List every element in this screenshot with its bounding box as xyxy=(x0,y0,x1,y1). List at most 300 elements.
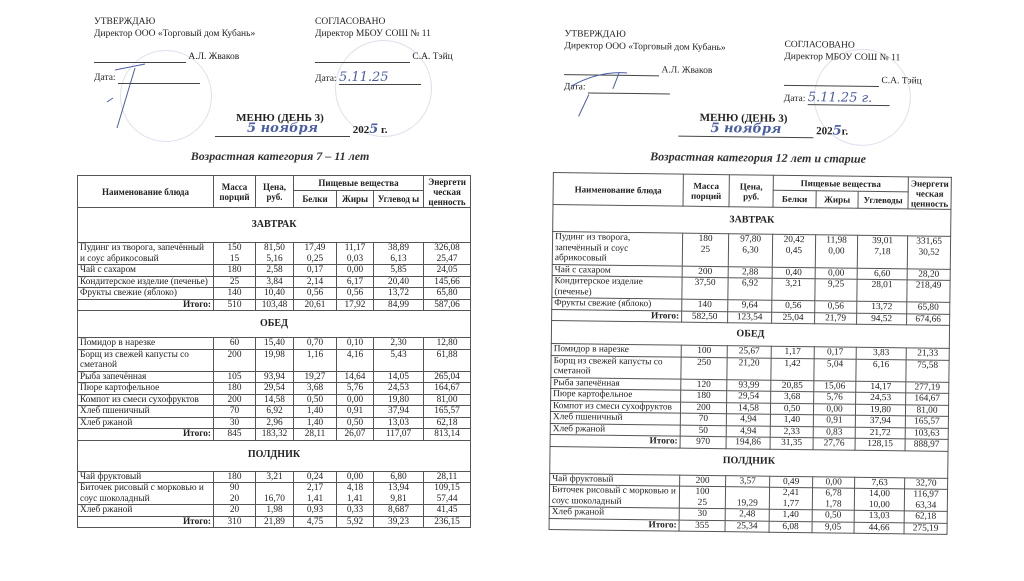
dish-name: Хлеб ржаной xyxy=(550,423,680,436)
total-price: 194,86 xyxy=(726,437,770,449)
fat: 5,76 xyxy=(814,392,856,404)
fat: 0,50 xyxy=(812,510,854,522)
dish-name: Хлеб ржаной xyxy=(78,417,214,429)
carbs: 13,94 9,81 xyxy=(374,483,424,505)
table-row xyxy=(78,371,471,383)
energy: 103,63 xyxy=(905,427,948,439)
price: 19,98 xyxy=(256,349,294,371)
portion-mass: 60 xyxy=(214,338,256,350)
table-header-row xyxy=(78,176,471,191)
price: 4,94 xyxy=(726,425,770,437)
carbs: 19,80 xyxy=(374,394,424,406)
total-price: 25,34 xyxy=(725,520,769,532)
price: 9,64 xyxy=(728,300,772,312)
dish-name: Чай фруктовый xyxy=(78,471,214,483)
fat: 4,18 1,41 xyxy=(337,483,374,505)
fat: 6,78 1,78 xyxy=(812,488,854,511)
column-header-mass: Масса порций xyxy=(214,176,256,208)
protein: 0,56 xyxy=(772,300,815,312)
price: 93,94 xyxy=(256,371,294,383)
menu-year-suffix: г. xyxy=(378,124,388,136)
energy: 65,80 xyxy=(424,288,471,300)
protein: 2,33 xyxy=(770,426,813,438)
agree-label: СОГЛАСОВАНО xyxy=(784,39,855,51)
price: 97,80 6,30 xyxy=(728,234,772,267)
column-header-nutrients: Пищевые вещества xyxy=(773,175,908,192)
fat: 11,98 0,00 xyxy=(815,235,857,268)
price: 4,94 xyxy=(726,414,770,426)
menu-year-suffix: г. xyxy=(841,125,849,138)
section-title: ЗАВТРАК xyxy=(78,208,471,243)
table-row xyxy=(78,394,471,406)
fat: 0,00 xyxy=(813,476,855,488)
agree-date-label: Дата: xyxy=(783,93,806,105)
total-row xyxy=(78,429,471,441)
portion-mass: 200 xyxy=(682,266,728,278)
total-energy: 275,19 xyxy=(904,522,947,534)
agree-signer: С.А. Тэйц xyxy=(412,52,453,62)
dish-name: Хлеб ржаной xyxy=(549,507,679,520)
portion-mass: 180 25 xyxy=(682,233,728,266)
energy: 218,49 xyxy=(907,280,950,303)
price: 2,58 xyxy=(256,265,294,277)
price: 21,20 xyxy=(727,357,771,380)
portion-mass: 105 xyxy=(214,371,256,383)
total-protein: 6,08 xyxy=(769,521,812,533)
dish-name: Чай с сахаром xyxy=(552,264,682,277)
table-row xyxy=(78,276,471,288)
menu-page-ages-12-plus xyxy=(543,0,960,581)
total-carbs: 44,66 xyxy=(854,522,904,534)
price: 2,88 xyxy=(728,266,772,278)
carbs: 5,43 xyxy=(374,349,424,371)
fat: 0,33 xyxy=(337,505,374,517)
energy: 28,11 xyxy=(424,471,471,483)
approve-date-label: Дата: xyxy=(563,82,586,93)
carbs: 3,83 xyxy=(856,347,906,359)
dish-name: Хлеб пшеничный xyxy=(550,412,680,425)
carbs: 38,89 6,13 xyxy=(374,243,424,265)
section-title: ПОЛДНИК xyxy=(78,440,471,471)
carbs: 24,53 xyxy=(374,383,424,395)
menu-page-ages-7-11 xyxy=(60,0,480,576)
dish-name: Кондитерское изделие (печенье) xyxy=(552,276,682,300)
energy: 24,05 xyxy=(424,265,471,277)
dish-name: Борщ из свежей капусты со сметаной xyxy=(551,355,681,379)
column-header-carbs: Углевод ы xyxy=(374,191,424,208)
column-header-name: Наименование блюда xyxy=(78,176,214,208)
carbs: 37,94 xyxy=(855,415,905,427)
column-header-energy: Энергети ческая ценность xyxy=(424,176,471,208)
protein: 3,68 xyxy=(294,383,337,395)
dish-name: Компот из смеси сухофруктов xyxy=(550,400,680,413)
price: 2,48 xyxy=(725,509,769,521)
fat: 14,64 xyxy=(337,371,374,383)
dish-name: Пудинг из творога, запечённый и соус абрикосовый xyxy=(552,232,682,266)
dish-name: Хлеб ржаной xyxy=(78,505,214,517)
menu-year-prefix: 202 xyxy=(816,125,833,138)
portion-mass: 30 xyxy=(214,417,256,429)
total-energy: 674,66 xyxy=(907,313,950,325)
carbs: 39,01 7,18 xyxy=(857,235,907,268)
energy: 165,57 xyxy=(424,406,471,418)
portion-mass: 100 xyxy=(681,345,727,357)
agree-position: Директор МБОУ СОШ № 11 xyxy=(784,51,901,64)
dish-name: Компот из смеси сухофруктов xyxy=(78,394,214,406)
energy: 62,18 xyxy=(904,511,947,523)
dish-name: Фрукты свежие (яблоко) xyxy=(78,288,214,300)
protein: 3,21 xyxy=(772,278,815,301)
price: 93,99 xyxy=(727,379,771,391)
total-mass: 970 xyxy=(680,436,726,448)
portion-mass: 200 xyxy=(214,394,256,406)
signature-icon xyxy=(105,60,165,130)
menu-title: МЕНЮ (ДЕНЬ 3) xyxy=(699,111,788,125)
total-label: Итого: xyxy=(78,429,214,441)
carbs: 28,01 xyxy=(857,279,907,302)
portion-mass: 20 xyxy=(214,505,256,517)
fat: 0,00 xyxy=(337,471,374,483)
fat: 0,00 xyxy=(815,267,857,279)
fat: 0,00 xyxy=(337,265,374,277)
energy: 75,58 xyxy=(906,359,949,382)
total-energy: 888,97 xyxy=(905,439,948,451)
column-header-protein: Белки xyxy=(294,191,337,208)
protein: 2,17 1,41 xyxy=(294,483,337,505)
protein: 1,40 xyxy=(770,414,813,426)
fat: 5,76 xyxy=(337,383,374,395)
energy: 28,20 xyxy=(907,268,950,280)
approve-label: УТВЕРЖДАЮ xyxy=(564,29,626,40)
menu-date-handwritten: 5 ноября xyxy=(678,121,813,139)
total-fat: 27,76 xyxy=(813,438,855,450)
section-title: ПОЛДНИК xyxy=(550,446,948,478)
total-energy: 813,14 xyxy=(424,429,471,441)
carbs: 6,60 xyxy=(857,268,907,280)
total-row xyxy=(78,299,471,311)
energy: 277,19 xyxy=(906,381,949,393)
protein: 0,56 xyxy=(294,288,337,300)
total-label: Итого: xyxy=(550,435,680,448)
approve-position: Директор ООО «Торговый дом Кубань» xyxy=(94,29,256,39)
price: 29,54 xyxy=(256,383,294,395)
column-header-protein: Белки xyxy=(773,190,816,208)
protein: 1,40 xyxy=(294,406,337,418)
total-label: Итого: xyxy=(549,518,679,531)
fat: 0,91 xyxy=(813,415,855,427)
column-header-fat: Жиры xyxy=(816,191,858,209)
carbs: 6,80 xyxy=(374,471,424,483)
price: 19,29 xyxy=(725,487,769,510)
fat: 9,25 xyxy=(815,279,857,302)
portion-mass: 50 xyxy=(680,425,726,437)
price: 3,21 xyxy=(256,471,294,483)
carbs: 21,72 xyxy=(855,427,905,439)
fat: 6,17 xyxy=(337,276,374,288)
section-row xyxy=(78,311,471,338)
energy: 326,08 25,47 xyxy=(424,243,471,265)
dish-name: Кондитерское изделие (печенье) xyxy=(78,276,214,288)
energy: 145,66 xyxy=(424,276,471,288)
column-header-price: Цена, руб. xyxy=(729,175,773,208)
portion-mass: 30 xyxy=(679,508,725,520)
price: 81,50 5,16 xyxy=(256,243,294,265)
fat: 11,17 0,03 xyxy=(337,243,374,265)
carbs: 20,40 xyxy=(374,276,424,288)
carbs: 13,03 xyxy=(374,417,424,429)
energy: 116,97 63,34 xyxy=(904,489,947,512)
menu-date-line xyxy=(215,121,395,137)
column-header-energy: Энергети ческая ценность xyxy=(908,177,951,210)
protein: 0,50 xyxy=(294,394,337,406)
total-mass: 845 xyxy=(214,429,256,441)
carbs: 7,63 xyxy=(855,477,905,489)
dish-name: Чай с сахаром xyxy=(78,265,214,277)
price: 2,96 xyxy=(256,417,294,429)
price: 10,40 xyxy=(256,288,294,300)
protein: 0,49 xyxy=(770,476,813,488)
fat: 0,91 xyxy=(337,406,374,418)
dish-name: Пюре картофельное xyxy=(551,389,681,402)
portion-mass: 37,50 xyxy=(682,277,728,300)
column-header-fat: Жиры xyxy=(337,191,374,208)
column-header-price: Цена, руб. xyxy=(256,176,294,208)
total-fat: 9,05 xyxy=(812,521,854,533)
fat: 5,04 xyxy=(814,358,856,381)
dish-name: Биточек рисовый с морковью и соус шоколадный xyxy=(549,485,679,509)
table-row xyxy=(78,265,471,277)
carbs: 6,16 xyxy=(856,359,906,382)
energy: 62,18 xyxy=(424,417,471,429)
age-category: Возрастная категория 12 лет и старше xyxy=(650,149,867,166)
total-protein: 28,11 xyxy=(294,429,337,441)
carbs: 37,94 xyxy=(374,406,424,418)
carbs: 8,687 xyxy=(374,505,424,517)
total-mass: 355 xyxy=(679,520,725,532)
section-title: ОБЕД xyxy=(551,321,949,349)
total-carbs: 94,52 xyxy=(857,313,907,325)
total-fat: 21,79 xyxy=(815,312,857,324)
price: 16,70 xyxy=(256,483,294,505)
energy: 164,67 xyxy=(906,393,949,405)
fat: 4,16 xyxy=(337,349,374,371)
dish-name: Борщ из свежей капусты со сметаной xyxy=(78,349,214,371)
carbs: 2,30 xyxy=(374,338,424,350)
price: 6,92 xyxy=(728,278,772,301)
dish-name: Чай фруктовый xyxy=(550,473,680,486)
carbs: 5,85 xyxy=(374,265,424,277)
approve-signer: А.Л. Жваков xyxy=(661,65,713,76)
portion-mass: 250 xyxy=(681,357,727,380)
section-row xyxy=(78,208,471,243)
portion-mass: 120 xyxy=(681,379,727,391)
portion-mass: 180 xyxy=(214,265,256,277)
energy: 21,33 xyxy=(906,348,949,360)
carbs: 14,00 10,00 xyxy=(854,488,904,511)
menu-date-line xyxy=(678,121,868,139)
protein: 1,17 xyxy=(771,346,814,358)
table-header-row xyxy=(553,173,951,193)
total-fat: 5,92 xyxy=(337,516,374,528)
energy: 41,45 xyxy=(424,505,471,517)
protein: 20,42 0,45 xyxy=(772,234,815,267)
table-row xyxy=(78,417,471,429)
energy: 65,80 xyxy=(907,302,950,314)
price: 3,84 xyxy=(256,276,294,288)
dish-name: Рыба запечённая xyxy=(551,377,681,390)
fat: 0,00 xyxy=(813,403,855,415)
protein: 0,50 xyxy=(770,403,813,415)
total-energy: 236,15 xyxy=(424,516,471,528)
energy: 164,67 xyxy=(424,383,471,395)
fat: 0,00 xyxy=(337,394,374,406)
total-carbs: 84,99 xyxy=(374,299,424,311)
protein: 1,42 xyxy=(771,358,814,381)
table-row xyxy=(78,243,471,265)
total-price: 123,54 xyxy=(728,311,772,323)
total-price: 183,32 xyxy=(256,429,294,441)
price: 1,98 xyxy=(256,505,294,517)
table-row xyxy=(552,232,950,269)
portion-mass: 180 xyxy=(214,383,256,395)
carbs: 14,17 xyxy=(856,381,906,393)
total-protein: 4,75 xyxy=(294,516,337,528)
protein: 2,41 1,77 xyxy=(769,487,812,510)
carbs: 13,72 xyxy=(374,288,424,300)
total-label: Итого: xyxy=(552,309,682,322)
approve-label: УТВЕРЖДАЮ xyxy=(94,17,156,27)
energy: 81,00 xyxy=(905,404,948,416)
energy: 61,88 xyxy=(424,349,471,371)
price: 15,40 xyxy=(256,338,294,350)
price: 25,67 xyxy=(727,346,771,358)
portion-mass: 90 20 xyxy=(214,483,256,505)
table-row xyxy=(78,505,471,517)
energy: 12,80 xyxy=(424,338,471,350)
total-label: Итого: xyxy=(78,516,214,528)
total-protein: 20,61 xyxy=(294,299,337,311)
portion-mass: 25 xyxy=(214,276,256,288)
fat: 0,10 xyxy=(337,338,374,350)
carbs: 19,80 xyxy=(855,404,905,416)
table-row xyxy=(78,349,471,371)
total-protein: 25,04 xyxy=(772,312,815,324)
table-row xyxy=(78,383,471,395)
portion-mass: 150 15 xyxy=(214,243,256,265)
portion-mass: 180 xyxy=(214,471,256,483)
table-row xyxy=(78,471,471,483)
portion-mass: 100 25 xyxy=(679,486,725,509)
approve-signer: А.Л. Жваков xyxy=(188,52,240,62)
protein: 1,16 xyxy=(294,349,337,371)
protein: 19,27 xyxy=(294,371,337,383)
protein: 2,14 xyxy=(294,276,337,288)
fat: 0,83 xyxy=(813,426,855,438)
dish-name: Хлеб пшеничный xyxy=(78,406,214,418)
menu-year-handwritten: 5 xyxy=(832,123,842,139)
portion-mass: 140 xyxy=(214,288,256,300)
column-header-carbs: Углеводы xyxy=(858,191,908,209)
total-price: 21,89 xyxy=(256,516,294,528)
dish-name: Пюре картофельное xyxy=(78,383,214,395)
table-row xyxy=(78,406,471,418)
table-row xyxy=(78,288,471,300)
total-energy: 587,06 xyxy=(424,299,471,311)
energy: 165,57 xyxy=(905,416,948,428)
total-label: Итого: xyxy=(78,299,214,311)
protein: 17,49 0,25 xyxy=(294,243,337,265)
protein: 1,40 xyxy=(769,509,812,521)
fat: 0,56 xyxy=(337,288,374,300)
total-carbs: 39,23 xyxy=(374,516,424,528)
column-header-mass: Масса порций xyxy=(683,174,729,207)
energy: 81,00 xyxy=(424,394,471,406)
carbs: 14,05 xyxy=(374,371,424,383)
total-fat: 26,07 xyxy=(337,429,374,441)
column-header-nutrients: Пищевые вещества xyxy=(294,176,424,191)
approve-date-label: Дата: xyxy=(94,73,116,83)
protein: 1,40 xyxy=(294,417,337,429)
section-title: ЗАВТРАК xyxy=(553,205,951,237)
protein: 3,68 xyxy=(771,391,814,403)
menu-year-prefix: 202 xyxy=(352,124,370,136)
price: 29,54 xyxy=(727,391,771,403)
portion-mass: 200 xyxy=(680,402,726,414)
agree-signer: С.А. Тэйц xyxy=(881,76,922,87)
agree-date-handwritten: 5.11.25 г. xyxy=(808,92,890,106)
approve-position: Директор ООО «Торговый дом Кубань» xyxy=(564,41,726,54)
total-price: 103,48 xyxy=(256,299,294,311)
portion-mass: 200 xyxy=(214,349,256,371)
energy: 331,65 30,52 xyxy=(907,236,950,269)
agree-label: СОГЛАСОВАНО xyxy=(315,17,386,27)
portion-mass: 70 xyxy=(680,413,726,425)
fat: 0,56 xyxy=(815,301,857,313)
column-header-name: Наименование блюда xyxy=(553,173,683,207)
energy: 32,70 xyxy=(905,477,948,489)
menu-date-handwritten: 5 ноября xyxy=(215,121,350,137)
dish-name: Пудинг из творога, запечённый и соус абрикосовый xyxy=(78,243,214,265)
agree-position: Директор МБОУ СОШ № 11 xyxy=(315,29,431,39)
protein: 0,70 xyxy=(294,338,337,350)
fat: 0,17 xyxy=(814,347,856,359)
protein: 0,40 xyxy=(772,267,815,279)
section-row xyxy=(78,440,471,471)
total-mass: 582,50 xyxy=(682,311,728,323)
total-fat: 17,92 xyxy=(337,299,374,311)
portion-mass: 70 xyxy=(214,406,256,418)
menu-table xyxy=(77,175,471,528)
price: 3,57 xyxy=(726,475,770,487)
total-mass: 310 xyxy=(214,516,256,528)
total-carbs: 128,15 xyxy=(855,438,905,450)
fat: 0,50 xyxy=(337,417,374,429)
total-row xyxy=(78,516,471,528)
dish-name: Биточек рисовый с морковью и соус шоколадный xyxy=(78,483,214,505)
energy: 109,15 57,44 xyxy=(424,483,471,505)
portion-mass: 200 xyxy=(680,475,726,487)
energy: 265,04 xyxy=(424,371,471,383)
price: 14,58 xyxy=(726,402,770,414)
total-mass: 510 xyxy=(214,299,256,311)
protein: 0,93 xyxy=(294,505,337,517)
age-category: Возрастная категория 7 – 11 лет xyxy=(190,149,370,163)
agree-block xyxy=(784,39,923,107)
dish-name: Помидор в нарезке xyxy=(78,338,214,350)
total-protein: 31,35 xyxy=(770,437,813,449)
protein: 20,85 xyxy=(771,380,814,392)
menu-table xyxy=(549,172,952,535)
